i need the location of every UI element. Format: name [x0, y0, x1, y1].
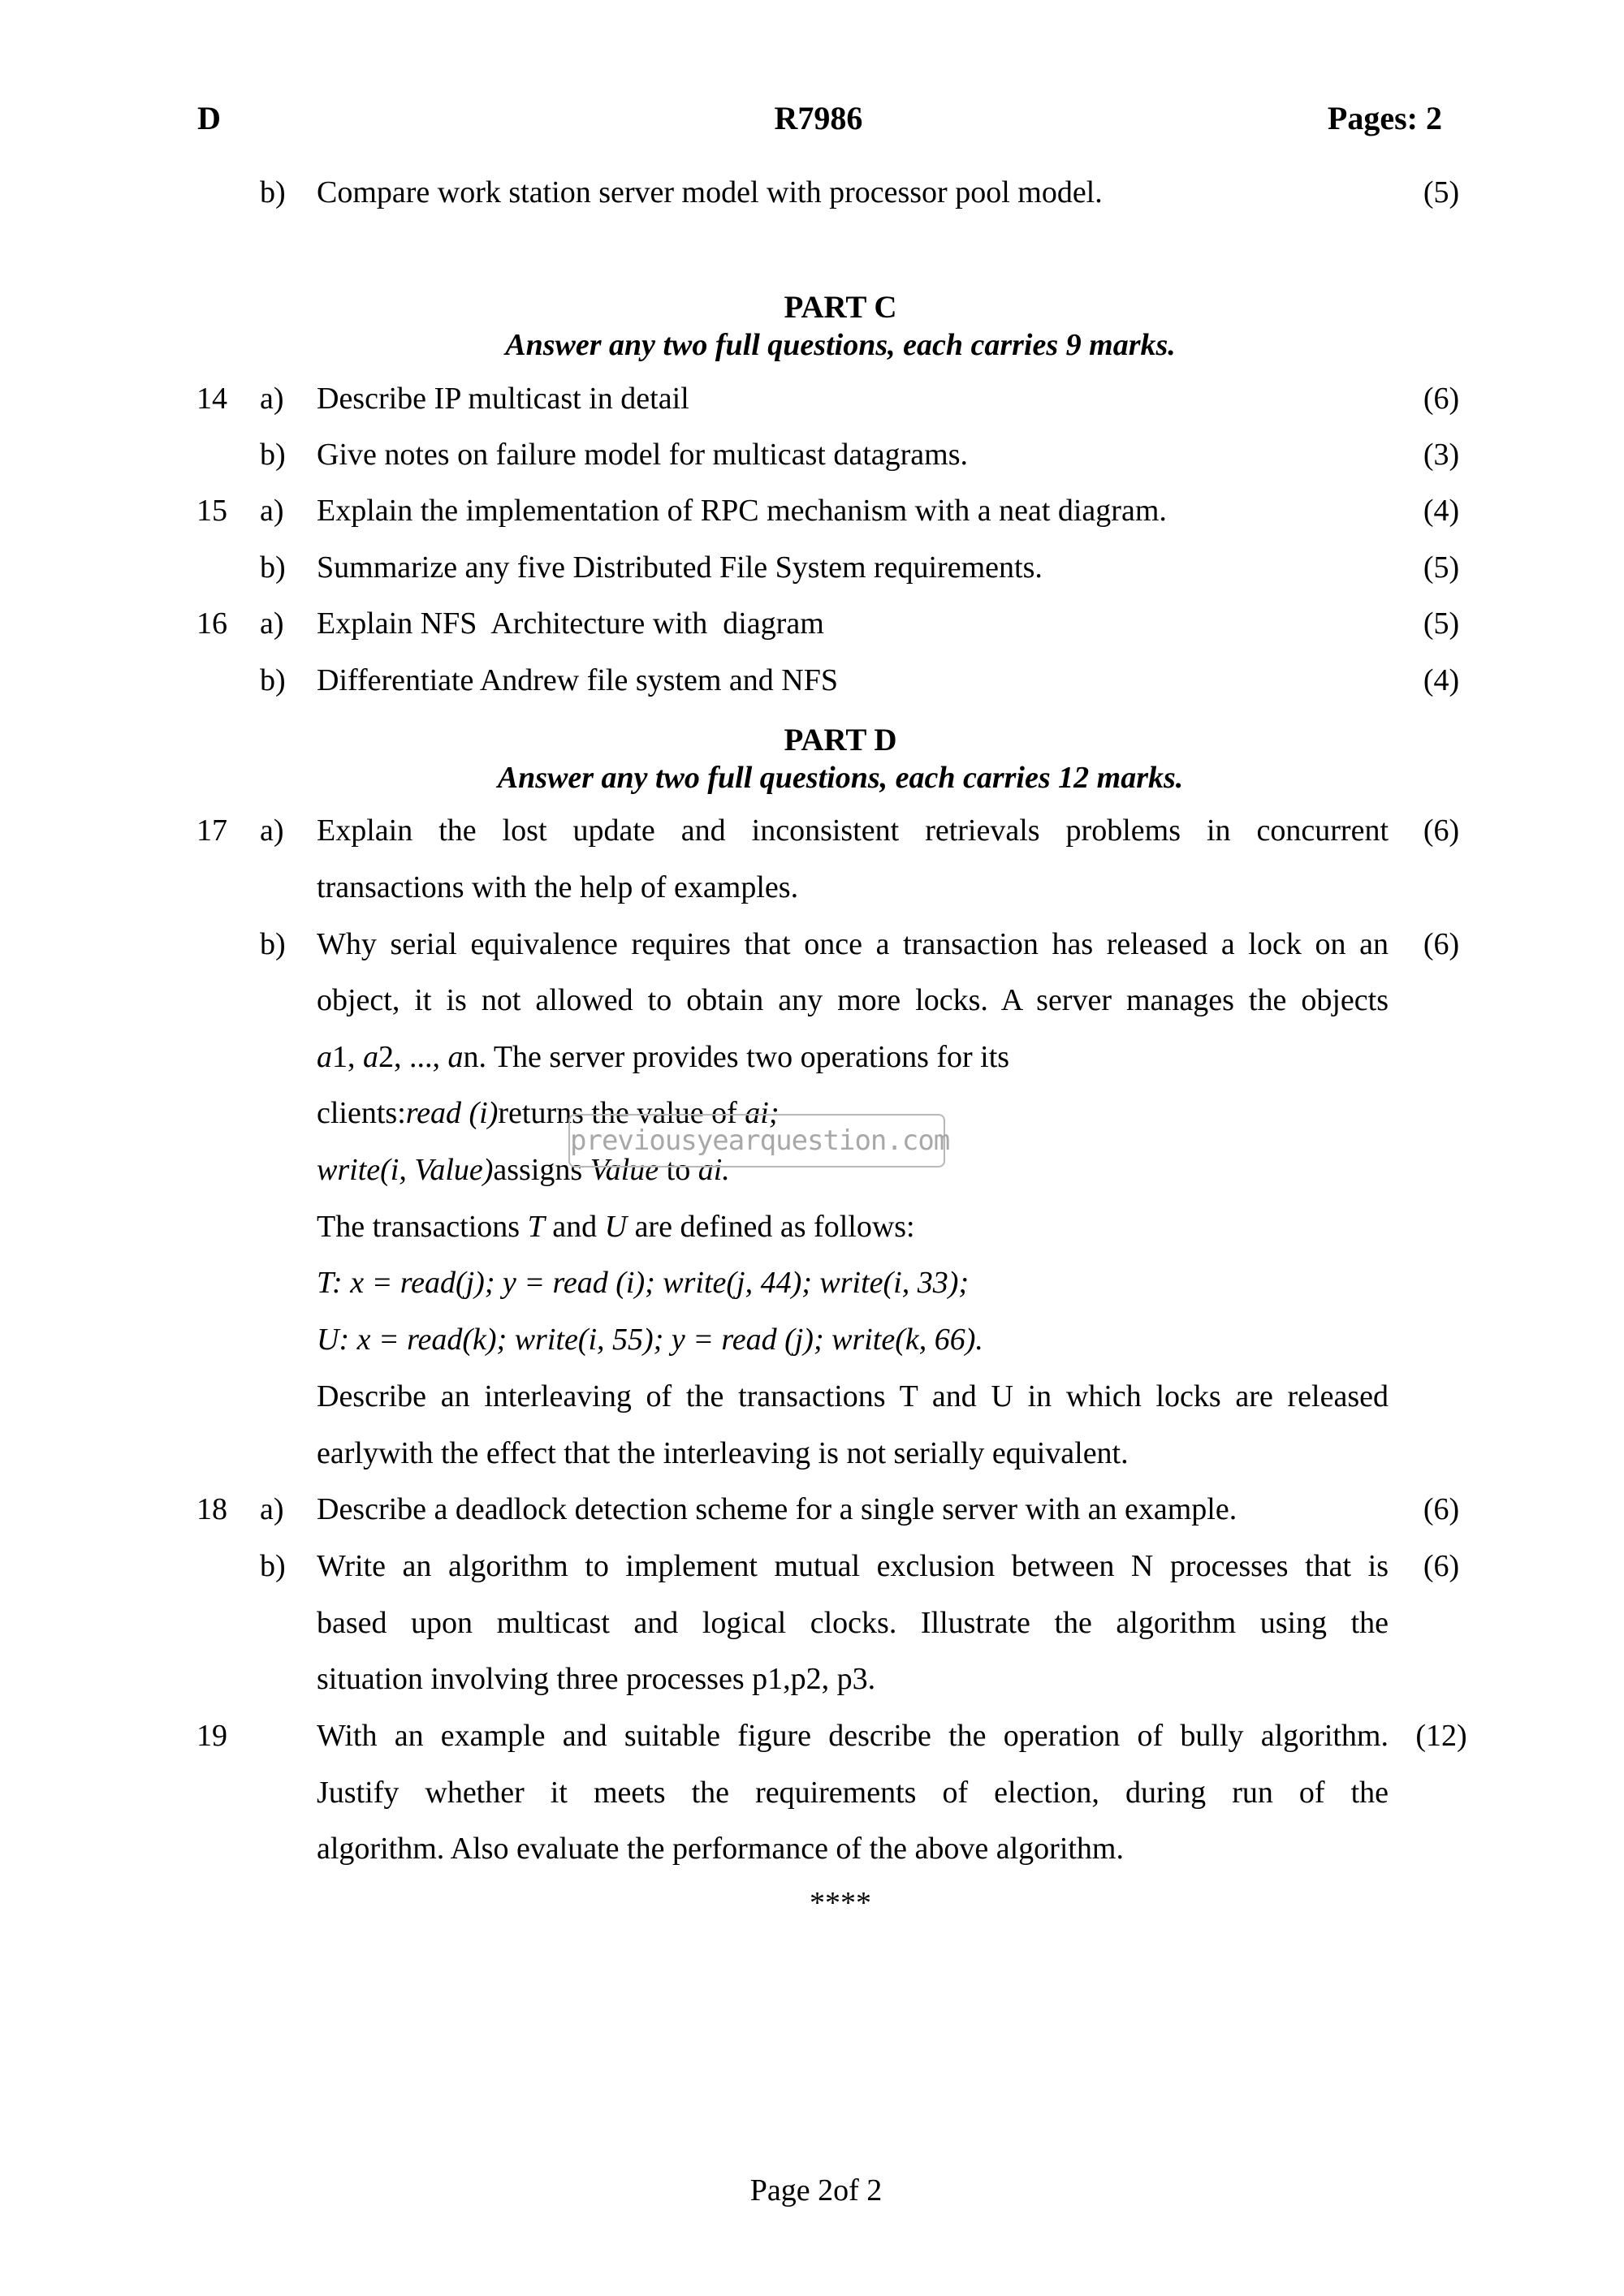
question-text-line: situation involving three processes p1,p2, p3. [317, 1662, 876, 1696]
question-text: Give notes on failure model for multicast datagrams. [317, 438, 968, 472]
marks: (6) [1423, 927, 1460, 961]
question-text-line: Explain the lost update and inconsistent retrievals problems in concurrent [317, 814, 1389, 848]
question-text: Differentiate Andrew file system and NFS [317, 663, 838, 697]
paper-code: R7986 [774, 100, 863, 136]
question-text: Compare work station server model with processor pool model. [317, 175, 1103, 209]
question-text-line: The transactions T and U are defined as follows: [317, 1210, 915, 1244]
sub-label: a) [260, 606, 284, 641]
marks: (5) [1423, 175, 1460, 209]
sub-label: a) [260, 494, 284, 528]
page-footer: Page 2of 2 [749, 2173, 883, 2208]
marks: (4) [1423, 663, 1460, 697]
question-text: Explain the implementation of RPC mechanism with a neat diagram. [317, 494, 1167, 528]
marks: (5) [1423, 550, 1460, 585]
question-number: 17 [197, 814, 227, 848]
question-text-line: Write an algorithm to implement mutual exclusion between N processes that is [317, 1549, 1389, 1583]
page-count: Pages: 2 [1327, 100, 1442, 136]
sub-label: b) [260, 1549, 286, 1583]
question-text-line: transactions with the help of examples. [317, 870, 799, 904]
question-text: Summarize any five Distributed File System requirements. [317, 550, 1043, 585]
sub-label: b) [260, 663, 286, 697]
question-text-line: a1, a2, ..., an. The server provides two operations for its [317, 1040, 1010, 1074]
marks: (6) [1423, 1549, 1460, 1583]
question-text: Explain NFS Architecture with diagram [317, 606, 824, 641]
marks: (6) [1423, 814, 1460, 848]
end-marker: **** [810, 1886, 871, 1920]
question-number: 18 [197, 1492, 227, 1526]
marks: (4) [1423, 494, 1460, 528]
question-text: Describe IP multicast in detail [317, 382, 689, 416]
sub-label: b) [260, 927, 286, 961]
marks: (5) [1423, 606, 1460, 641]
sub-label: b) [260, 175, 286, 209]
question-text-line: based upon multicast and logical clocks. Illustrate the algorithm using the [317, 1606, 1389, 1640]
question-text-line: object, it is not allowed to obtain any more locks. A server manages the objects [317, 983, 1389, 1017]
question-text-line: Describe an interleaving of the transactions T and U in which locks are released [317, 1379, 1389, 1413]
part-d-title: PART D [784, 723, 897, 757]
marks: (6) [1423, 1492, 1460, 1526]
part-c-instruction: Answer any two full questions, each carries 9 marks. [505, 328, 1176, 362]
question-text-line: algorithm. Also evaluate the performance of the above algorithm. [317, 1832, 1124, 1866]
question-text-line: Why serial equivalence requires that once a transaction has released a lock on an [317, 927, 1389, 961]
part-c-title: PART C [784, 290, 897, 325]
marks: (6) [1423, 382, 1460, 416]
question-number: 19 [197, 1719, 227, 1753]
question-text-line: With an example and suitable figure describe the operation of bully algorithm. [317, 1719, 1389, 1753]
sub-label: b) [260, 438, 286, 472]
question-text-line: clients:read (i)returns the value of ai; [317, 1096, 780, 1130]
transaction-U-definition: U: x = read(k); write(i, 55); y = read (j); write(k, 66). [317, 1323, 983, 1357]
transaction-T-definition: T: x = read(j); y = read (i); write(j, 44); write(i, 33); [317, 1266, 970, 1300]
marks: (3) [1423, 438, 1460, 472]
question-text-line: earlywith the effect that the interleaving is not serially equivalent. [317, 1436, 1129, 1470]
marks: (12) [1415, 1719, 1467, 1753]
paper-set-code: D [197, 100, 221, 136]
question-number: 14 [197, 382, 227, 416]
part-d-instruction: Answer any two full questions, each carries 12 marks. [497, 761, 1184, 795]
sub-label: b) [260, 550, 286, 585]
question-number: 16 [197, 606, 227, 641]
question-text: Describe a deadlock detection scheme for a single server with an example. [317, 1492, 1237, 1526]
question-text-line: write(i, Value)assigns Value to ai. [317, 1153, 730, 1187]
sub-label: a) [260, 382, 284, 416]
sub-label: a) [260, 1492, 284, 1526]
sub-label: a) [260, 814, 284, 848]
question-text-line: Justify whether it meets the requirements of election, during run of the [317, 1776, 1389, 1810]
question-number: 15 [197, 494, 227, 528]
watermark: previousyearquestion.com [568, 1114, 945, 1167]
